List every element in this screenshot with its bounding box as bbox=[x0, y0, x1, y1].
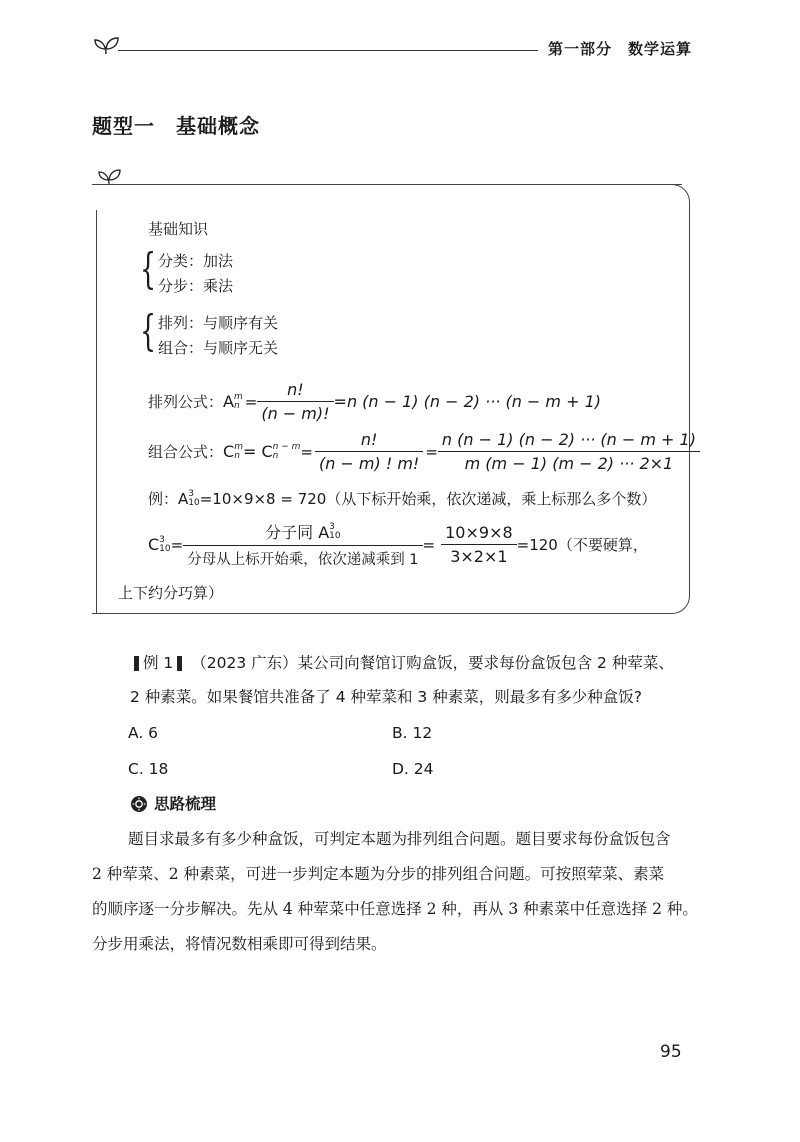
comb-example-fraction-2 bbox=[441, 523, 517, 566]
perm-example-sub: 10 bbox=[188, 497, 200, 508]
header-title: 第一部分 数学运算 bbox=[548, 40, 693, 58]
perm-symbol: A bbox=[223, 392, 234, 411]
comb-formula bbox=[148, 430, 700, 473]
comb-example bbox=[148, 520, 648, 569]
comb-example-eq2: = bbox=[422, 535, 436, 554]
question-line-1 bbox=[130, 648, 674, 678]
group2-item: 排列：与顺序有关 bbox=[158, 314, 279, 332]
perm-sub: n bbox=[233, 400, 240, 411]
question-stem-1: （2023 广东）某公司向餐馆订购盒饭，要求每份盒饭包含 2 种荤菜、 bbox=[191, 654, 674, 672]
comb-numerator-1: n! bbox=[360, 430, 378, 449]
perm-numerator: n! bbox=[287, 380, 304, 399]
analysis-line: 2 种荤菜、2 种素菜，可进一步判定本题为分步的排列组合问题。可按照荤菜、素菜 bbox=[92, 865, 665, 883]
lightbulb-icon bbox=[130, 795, 148, 813]
brace: { bbox=[140, 244, 157, 293]
group1-item: 分步：乘法 bbox=[158, 277, 234, 295]
question-label: 例 1 bbox=[143, 654, 174, 672]
perm-expansion: =n (n − 1) (n − 2) ··· (n − m + 1) bbox=[333, 392, 601, 411]
perm-example-sup: 3 bbox=[188, 488, 194, 499]
comb-example-symbol: C bbox=[148, 535, 160, 554]
comb-example-eq: = bbox=[170, 535, 184, 554]
comb-mid-sub: n bbox=[272, 450, 279, 461]
label-marker bbox=[134, 656, 139, 671]
sprout-icon bbox=[96, 164, 124, 186]
page-number: 95 bbox=[660, 1042, 682, 1062]
comb-example-tail: =120（不要硬算， bbox=[516, 536, 648, 554]
option-d: D. 24 bbox=[392, 760, 434, 778]
comb-example-numerator-1: 分子同 A bbox=[265, 523, 330, 542]
comb-sup: m bbox=[234, 441, 243, 452]
perm-label: 排列公式： bbox=[148, 393, 224, 411]
group1-item: 分类：加法 bbox=[158, 252, 234, 270]
brace: { bbox=[140, 306, 157, 355]
perm-denominator: (n − m)! bbox=[261, 404, 330, 423]
comb-example-denominator-2: 3×2×1 bbox=[450, 547, 508, 566]
sprout-icon bbox=[92, 32, 122, 56]
perm-formula bbox=[148, 380, 601, 423]
option-b: B. 12 bbox=[392, 724, 433, 742]
comb-fraction-1 bbox=[315, 430, 423, 473]
comb-numerator-2: n (n − 1) (n − 2) ··· (n − m + 1) bbox=[441, 430, 696, 449]
option-c: C. 18 bbox=[128, 760, 169, 778]
perm-fraction bbox=[257, 380, 333, 423]
perm-eq: = bbox=[244, 392, 258, 411]
comb-sub: n bbox=[234, 450, 240, 461]
section-title: 题型一 基础概念 bbox=[92, 114, 260, 138]
comb-fraction-2 bbox=[438, 430, 700, 473]
comb-symbol: C bbox=[223, 442, 235, 461]
perm-example-prefix: 例：A bbox=[148, 490, 189, 508]
box-left-rule bbox=[96, 210, 97, 614]
comb-denominator-1: (n − m) ! m! bbox=[318, 454, 420, 473]
header-rule bbox=[118, 50, 538, 51]
analysis-line: 的顺序逐一分步解决。先从 4 种荤菜中任意选择 2 种，再从 3 种素菜中任意选择 2 种。 bbox=[92, 900, 698, 918]
label-marker bbox=[177, 656, 182, 671]
comb-eq2: = bbox=[425, 442, 438, 461]
comb-example-denominator-1: 分母从上标开始乘，依次递减乘到 1 bbox=[187, 552, 419, 568]
comb-eq1: = bbox=[300, 442, 313, 461]
comb-mid-sup: n − m bbox=[272, 441, 301, 452]
comb-example-num-sub: 10 bbox=[329, 530, 341, 541]
comb-example-fraction-1 bbox=[183, 520, 422, 569]
comb-example-sub: 10 bbox=[159, 543, 171, 554]
perm-example bbox=[148, 488, 656, 509]
comb-example-num-sup: 3 bbox=[329, 521, 335, 532]
comb-denominator-2: m (m − 1) (m − 2) ··· 2×1 bbox=[464, 454, 674, 473]
analysis-line: 题目求最多有多少种盒饭，可判定本题为排列组合问题。题目要求每份盒饭包含 bbox=[128, 830, 671, 848]
group2-item: 组合：与顺序无关 bbox=[158, 339, 279, 357]
question-stem-2: 2 种素菜。如果餐馆共准备了 4 种荤菜和 3 种素菜，则最多有多少种盒饭? bbox=[130, 688, 642, 706]
comb-mid: = C bbox=[242, 442, 273, 461]
comb-example-tail-2: 上下约分巧算） bbox=[118, 584, 224, 602]
box-heading: 基础知识 bbox=[148, 220, 209, 238]
perm-example-text: =10×9×8 = 720（从下标开始乘，依次递减，乘上标那么多个数） bbox=[199, 490, 657, 508]
analysis-title: 思路梳理 bbox=[154, 795, 217, 813]
comb-label: 组合公式： bbox=[148, 443, 224, 461]
option-a: A. 6 bbox=[128, 724, 159, 742]
analysis-line: 分步用乘法，将情况数相乘即可得到结果。 bbox=[92, 935, 387, 953]
perm-sup: m bbox=[233, 391, 243, 402]
comb-example-sup: 3 bbox=[159, 534, 165, 545]
comb-example-numerator-2: 10×9×8 bbox=[445, 523, 513, 542]
